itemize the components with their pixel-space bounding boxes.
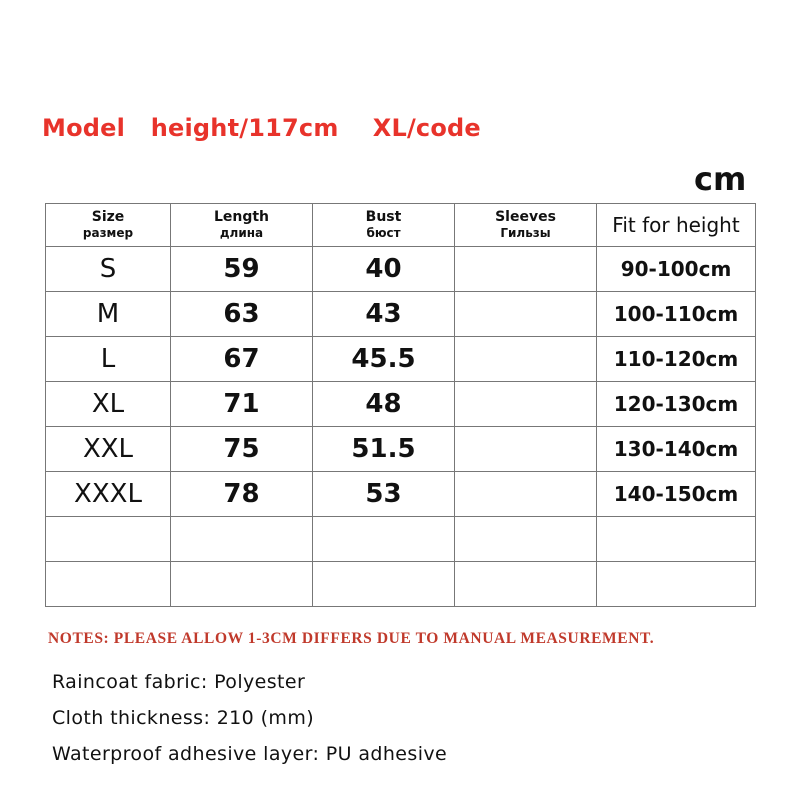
spec-adhesive-layer: Waterproof adhesive layer: PU adhesive [52, 743, 448, 765]
cell-size: XXXL [46, 472, 171, 517]
cell-length: 63 [171, 292, 313, 337]
table-row [46, 472, 756, 517]
header-bust-ru: бюст [366, 226, 401, 240]
table-body [46, 247, 756, 607]
cell-fit-height [597, 562, 756, 607]
fabric-specs [52, 664, 447, 772]
cell-sleeves [455, 427, 597, 472]
cell-size: S [46, 247, 171, 292]
cell-bust: 40 [313, 247, 455, 292]
cell-size [46, 517, 171, 562]
cell-bust: 48 [313, 382, 455, 427]
cell-size: XXL [46, 427, 171, 472]
table-row [46, 247, 756, 292]
cell-fit-height: 140-150cm [597, 472, 756, 517]
cell-bust: 53 [313, 472, 455, 517]
table-row [46, 517, 756, 562]
cell-fit-height: 120-130cm [597, 382, 756, 427]
cell-length: 75 [171, 427, 313, 472]
header-sleeves-en: Sleeves [495, 209, 556, 225]
cell-sleeves [455, 292, 597, 337]
cell-bust [313, 562, 455, 607]
header-sleeves [455, 204, 597, 247]
table-header [46, 204, 756, 247]
cell-size [46, 562, 171, 607]
cell-length [171, 562, 313, 607]
cell-size: L [46, 337, 171, 382]
cell-sleeves [455, 337, 597, 382]
header-length [171, 204, 313, 247]
header-size-en: Size [91, 209, 125, 225]
cell-fit-height: 90-100cm [597, 247, 756, 292]
cell-length [171, 517, 313, 562]
header-bust-en: Bust [365, 209, 402, 225]
cell-sleeves [455, 247, 597, 292]
cell-size: M [46, 292, 171, 337]
unit-label: cm [694, 160, 747, 198]
header-bust [313, 204, 455, 247]
cell-sleeves [455, 472, 597, 517]
cell-bust: 45.5 [313, 337, 455, 382]
header-sleeves-ru: Гильзы [500, 226, 551, 240]
table-row [46, 292, 756, 337]
header-length-en: Length [213, 209, 270, 225]
spec-thickness: Cloth thickness: 210 (mm) [52, 707, 315, 729]
header-row [46, 204, 756, 247]
cell-fit-height: 110-120cm [597, 337, 756, 382]
header-size [46, 204, 171, 247]
cell-bust: 43 [313, 292, 455, 337]
header-length-ru: длина [219, 226, 264, 240]
header-size-ru: размер [82, 226, 134, 240]
cell-bust: 51.5 [313, 427, 455, 472]
cell-length: 59 [171, 247, 313, 292]
cell-sleeves [455, 517, 597, 562]
header-fit-height-label: Fit for height [612, 213, 740, 237]
cell-fit-height: 100-110cm [597, 292, 756, 337]
cell-sleeves [455, 382, 597, 427]
cell-fit-height [597, 517, 756, 562]
cell-bust [313, 517, 455, 562]
cell-sleeves [455, 562, 597, 607]
header-fit-height [597, 204, 756, 247]
measurement-notes: NOTES: PLEASE ALLOW 1-3CM DIFFERS DUE TO MANUAL MEASUREMENT. [48, 630, 655, 647]
cell-fit-height: 130-140cm [597, 427, 756, 472]
table-row [46, 427, 756, 472]
size-chart-table [45, 203, 756, 607]
cell-length: 78 [171, 472, 313, 517]
table-row [46, 337, 756, 382]
spec-fabric: Raincoat fabric: Polyester [52, 671, 306, 693]
table-row [46, 382, 756, 427]
table-row [46, 562, 756, 607]
cell-length: 71 [171, 382, 313, 427]
cell-size: XL [46, 382, 171, 427]
model-info: Model height/117cm XL/code [42, 114, 481, 142]
cell-length: 67 [171, 337, 313, 382]
